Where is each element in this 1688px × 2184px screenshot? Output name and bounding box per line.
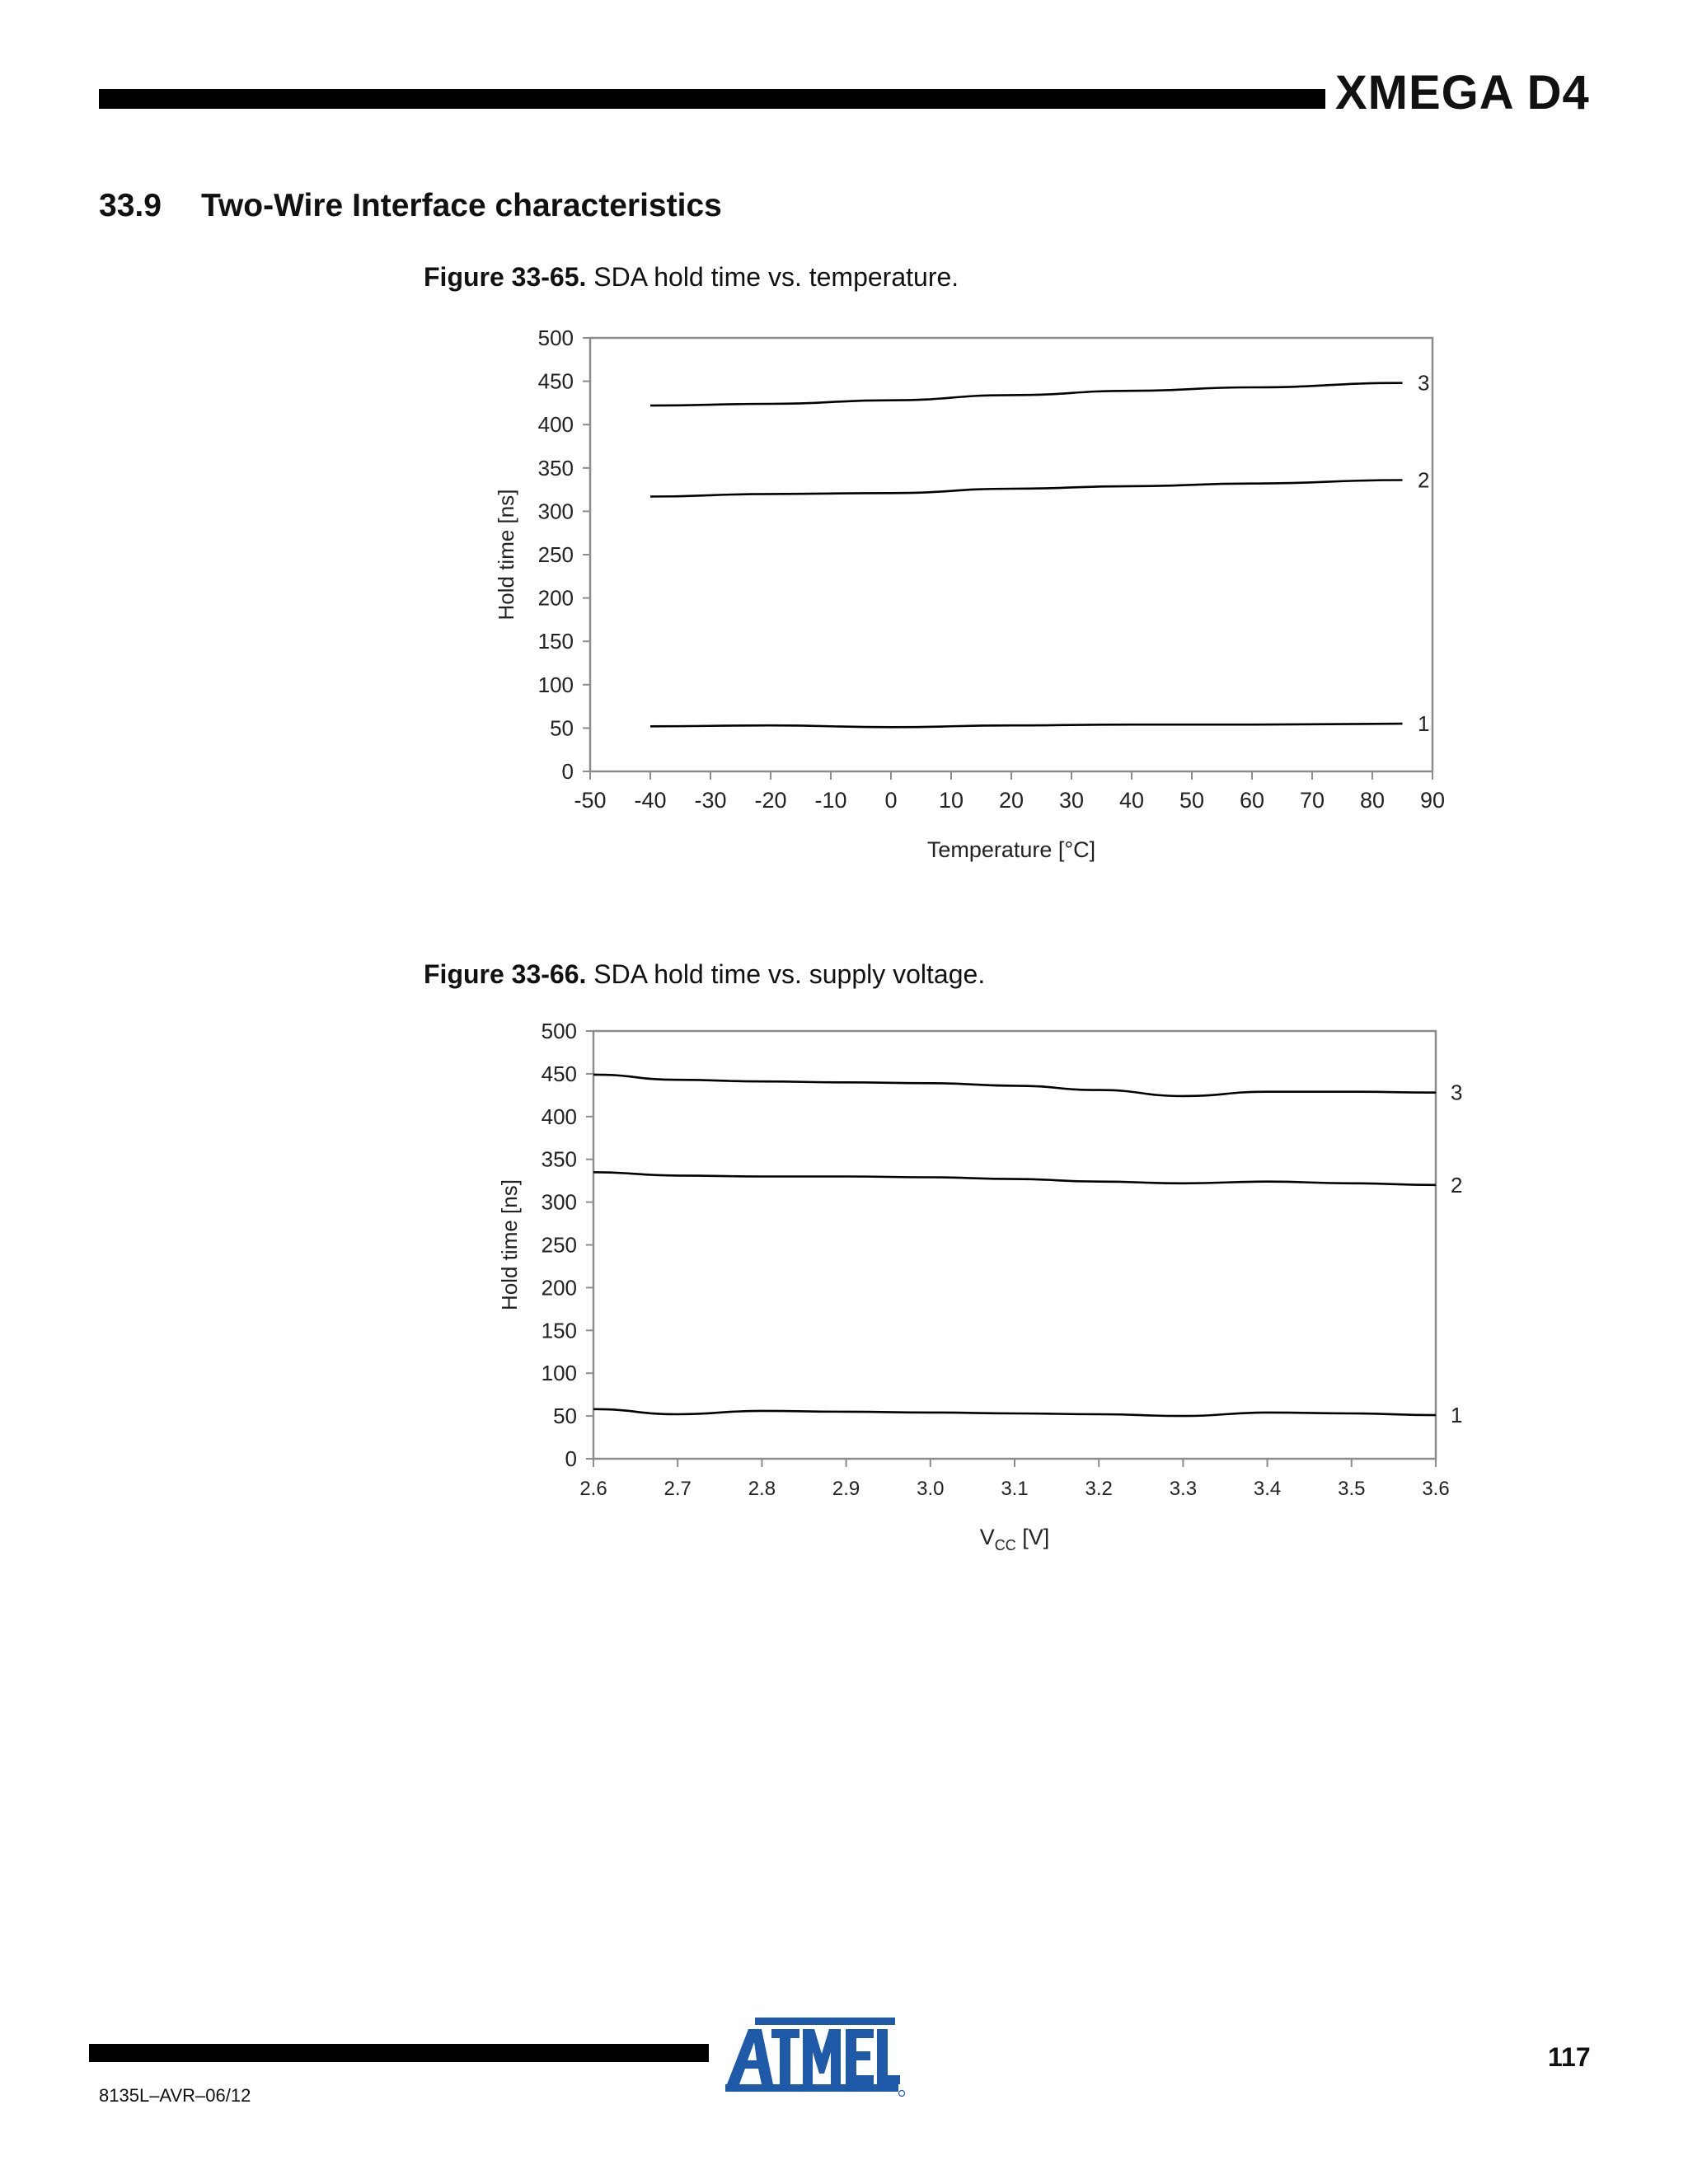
y-tick-label: 100 xyxy=(541,1361,577,1386)
x-tick-label: 3.2 xyxy=(1085,1478,1113,1500)
y-tick-label: 400 xyxy=(541,1104,577,1129)
figure-label: Figure 33-65. xyxy=(424,262,587,292)
x-tick-label: 3.4 xyxy=(1253,1478,1282,1500)
y-tick-label: 450 xyxy=(537,368,574,394)
x-tick-label: 30 xyxy=(1058,788,1085,813)
y-tick-label: 400 xyxy=(537,412,574,438)
y-tick-label: 150 xyxy=(541,1318,577,1343)
y-tick-label: 250 xyxy=(537,542,574,567)
y-tick-label: 100 xyxy=(537,672,574,697)
x-axis-label: Temperature [°C] xyxy=(926,837,1096,862)
atmel-logo-icon xyxy=(725,2014,907,2097)
x-tick-label: 3.1 xyxy=(1001,1478,1029,1500)
x-tick-label: -40 xyxy=(634,788,667,813)
y-tick-label: 50 xyxy=(553,1404,577,1429)
x-axis-label-unit: [V] xyxy=(1015,1525,1050,1549)
figure-label: Figure 33-66. xyxy=(424,959,587,989)
x-axis-label-main: V xyxy=(979,1525,995,1549)
x-tick-label: 0 xyxy=(884,788,898,813)
y-tick-label: 500 xyxy=(537,326,574,350)
y-tick-label: 500 xyxy=(541,1019,577,1043)
x-tick-label: 80 xyxy=(1359,788,1386,813)
plot-frame xyxy=(590,338,1432,771)
atmel-logo xyxy=(725,2014,907,2101)
page-number: 117 xyxy=(1548,2042,1591,2072)
chart-temperature xyxy=(0,321,1688,882)
y-tick-label: 200 xyxy=(541,1275,577,1301)
series-label-1: 1 xyxy=(1418,711,1430,737)
footer-rule xyxy=(89,2044,709,2062)
chart-voltage-svg xyxy=(0,1019,1688,1579)
y-tick-label: 250 xyxy=(541,1232,577,1258)
figure-title: SDA hold time vs. supply voltage. xyxy=(593,959,986,989)
x-tick-label: 2.9 xyxy=(832,1478,860,1500)
series-line-1 xyxy=(650,724,1403,727)
series-label-3: 3 xyxy=(1418,370,1430,396)
series-line-2 xyxy=(650,480,1403,497)
x-tick-label: -10 xyxy=(814,788,847,813)
doc-code: 8135L–AVR–06/12 xyxy=(99,2085,251,2106)
y-tick-label: 200 xyxy=(537,585,574,611)
x-tick-label: -30 xyxy=(694,788,727,813)
x-tick-label: 3.0 xyxy=(917,1478,945,1500)
y-tick-label: 350 xyxy=(537,455,574,480)
x-axis-label xyxy=(980,1525,1050,1554)
x-tick-label: 20 xyxy=(998,788,1025,813)
document-title: XMEGA D4 xyxy=(1335,66,1590,120)
plot-frame xyxy=(593,1031,1436,1459)
x-tick-label: 70 xyxy=(1299,788,1325,813)
x-tick-label: 2.8 xyxy=(748,1478,776,1500)
section-title: Two-Wire Interface characteristics xyxy=(201,188,722,223)
series-line-3 xyxy=(593,1075,1436,1096)
x-axis-label-sub: CC xyxy=(994,1537,1016,1554)
y-tick-label: 0 xyxy=(561,759,574,784)
y-tick-label: 350 xyxy=(541,1146,577,1172)
x-tick-label: 3.3 xyxy=(1169,1478,1198,1500)
series-label-2: 2 xyxy=(1418,467,1430,493)
series-label-2: 2 xyxy=(1451,1172,1463,1197)
y-axis-label: Hold time [ns] xyxy=(494,489,518,621)
y-tick-label: 450 xyxy=(541,1061,577,1086)
series-line-3 xyxy=(650,383,1403,405)
figure-caption-1 xyxy=(424,262,959,293)
x-tick-label: 2.7 xyxy=(663,1478,692,1500)
section-heading xyxy=(99,188,722,224)
figure-title: SDA hold time vs. temperature. xyxy=(593,262,959,292)
x-tick-label: 50 xyxy=(1179,788,1205,813)
y-tick-label: 300 xyxy=(541,1189,577,1215)
y-tick-label: 0 xyxy=(565,1446,577,1471)
x-tick-label: 3.6 xyxy=(1422,1478,1450,1500)
x-tick-label: 40 xyxy=(1118,788,1145,813)
chart-temperature-svg xyxy=(0,321,1688,882)
x-tick-label: 10 xyxy=(938,788,964,813)
x-tick-label: 60 xyxy=(1239,788,1265,813)
series-label-1: 1 xyxy=(1451,1403,1463,1428)
series-label-3: 3 xyxy=(1451,1080,1463,1105)
x-tick-label: -20 xyxy=(754,788,787,813)
x-tick-label: 2.6 xyxy=(579,1478,607,1500)
y-tick-label: 150 xyxy=(537,629,574,654)
x-tick-label: -50 xyxy=(574,788,607,813)
y-tick-label: 50 xyxy=(550,715,574,741)
x-tick-label: 90 xyxy=(1419,788,1446,813)
chart-voltage xyxy=(0,1019,1688,1579)
y-tick-label: 300 xyxy=(537,499,574,524)
header-rule xyxy=(99,89,1325,109)
series-line-1 xyxy=(593,1409,1436,1416)
figure-caption-2 xyxy=(424,959,985,990)
y-axis-label: Hold time [ns] xyxy=(497,1179,522,1310)
section-number: 33.9 xyxy=(99,188,162,223)
series-line-2 xyxy=(593,1172,1436,1185)
x-tick-label: 3.5 xyxy=(1338,1478,1366,1500)
